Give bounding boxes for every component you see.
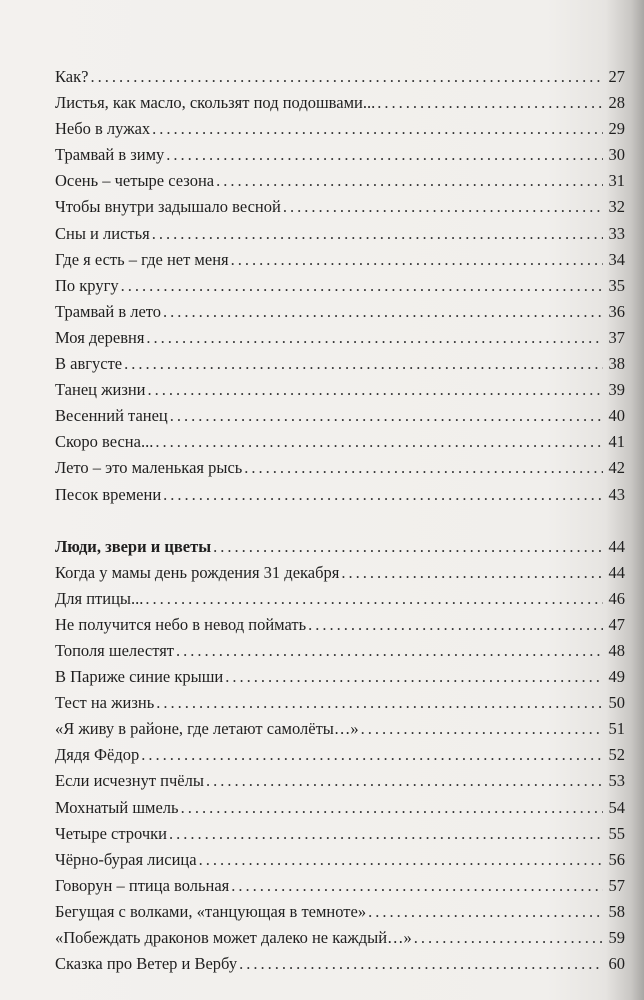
toc-entry-title: В Париже синие крыши bbox=[55, 667, 224, 687]
dot-leader bbox=[166, 142, 603, 168]
toc-entry[interactable] bbox=[55, 716, 625, 742]
toc-entry-title: Песок времени bbox=[55, 484, 162, 504]
toc-entry[interactable] bbox=[55, 795, 625, 821]
dot-leader bbox=[148, 377, 603, 403]
toc-entry-title: Чтобы внутри задышало весной bbox=[55, 197, 281, 217]
toc-entry-title: Не получится небо в невод поймать bbox=[55, 614, 307, 634]
dot-leader bbox=[225, 664, 603, 690]
toc-entry-title: Тополя шелестят bbox=[55, 640, 175, 660]
toc-entry-page: 35 bbox=[608, 275, 625, 295]
toc-entry[interactable] bbox=[55, 429, 625, 455]
toc-entry-page: 46 bbox=[608, 588, 625, 608]
toc-entry-title: Четыре строчки bbox=[55, 823, 167, 843]
toc-entry-page: 57 bbox=[608, 875, 625, 895]
dot-leader bbox=[199, 847, 603, 873]
toc-entry-title: Сны и листья bbox=[55, 223, 150, 243]
toc-entry[interactable] bbox=[55, 403, 625, 429]
toc-entry-title: По кругу bbox=[55, 275, 119, 295]
toc-entry-title: Если исчезнут пчёлы bbox=[55, 771, 204, 791]
dot-leader bbox=[152, 221, 603, 247]
dot-leader bbox=[145, 586, 603, 612]
toc-entry[interactable] bbox=[55, 325, 625, 351]
toc-entry-page: 56 bbox=[608, 849, 625, 869]
toc-entry-page: 32 bbox=[608, 197, 625, 217]
dot-leader bbox=[239, 951, 603, 977]
toc-entry-page: 51 bbox=[608, 719, 625, 739]
toc-entry-title: Дядя Фёдор bbox=[55, 745, 140, 765]
toc-entry-title: Листья, как масло, скользят под подошвами... bbox=[55, 93, 376, 113]
toc-entry[interactable] bbox=[55, 586, 625, 612]
toc-entry-title: Весенний танец bbox=[55, 406, 168, 426]
dot-leader bbox=[152, 116, 603, 142]
toc-entry-title: Бегущая с волками, «танцующая в темноте» bbox=[55, 901, 367, 921]
toc-entry[interactable] bbox=[55, 194, 625, 220]
toc-entry-title: В августе bbox=[55, 354, 123, 374]
toc-entry-title: Когда у мамы день рождения 31 декабря bbox=[55, 562, 340, 582]
toc-entry-page: 34 bbox=[608, 249, 625, 269]
toc-section-entry[interactable] bbox=[55, 534, 625, 560]
toc-entry[interactable] bbox=[55, 742, 625, 768]
toc-entry-page: 59 bbox=[608, 928, 625, 947]
toc-entry-page: 44 bbox=[608, 562, 625, 582]
dot-leader bbox=[181, 795, 603, 821]
toc-entry[interactable] bbox=[55, 847, 625, 873]
toc-entry-title: Танец жизни bbox=[55, 380, 146, 400]
dot-leader bbox=[156, 690, 603, 716]
toc-entry-title: Мохнатый шмель bbox=[55, 797, 179, 817]
toc-entry[interactable] bbox=[55, 768, 625, 794]
toc-entry-page: 36 bbox=[608, 301, 625, 321]
toc-entry[interactable] bbox=[55, 64, 625, 90]
toc-entry-page: 47 bbox=[608, 614, 625, 634]
toc-entry[interactable] bbox=[55, 299, 625, 325]
toc-entry-title: Тест на жизнь bbox=[55, 693, 155, 713]
dot-leader bbox=[155, 429, 603, 455]
toc-entry[interactable] bbox=[55, 116, 625, 142]
toc-entry[interactable] bbox=[55, 168, 625, 194]
toc-entry-title: Сказка про Ветер и Вербу bbox=[55, 954, 238, 974]
toc-entry-title: Лето – это маленькая рысь bbox=[55, 458, 243, 478]
dot-leader bbox=[206, 768, 603, 794]
dot-leader bbox=[163, 482, 603, 508]
toc-entry-page: 48 bbox=[608, 640, 625, 660]
toc-entry-page: 33 bbox=[608, 223, 625, 243]
dot-leader bbox=[216, 168, 603, 194]
toc-entry-title: Небо в лужах bbox=[55, 119, 151, 139]
toc-entry-title: «Я живу в районе, где летают самолёты…» bbox=[55, 719, 359, 739]
toc-entry-title: Как? bbox=[55, 67, 89, 86]
toc-entry[interactable] bbox=[55, 90, 625, 116]
toc-entry[interactable] bbox=[55, 664, 625, 690]
toc-entry-page: 53 bbox=[608, 771, 625, 791]
dot-leader bbox=[283, 194, 603, 220]
toc-section-title: Люди, звери и цветы bbox=[55, 536, 212, 556]
dot-leader bbox=[90, 64, 603, 90]
toc-entry[interactable] bbox=[55, 560, 625, 586]
toc-entry-page: 54 bbox=[608, 797, 625, 817]
toc-entry-page: 31 bbox=[608, 171, 625, 191]
toc-entry[interactable] bbox=[55, 873, 625, 899]
toc-entry-title: Скоро весна... bbox=[55, 432, 154, 452]
toc-entry[interactable] bbox=[55, 273, 625, 299]
dot-leader bbox=[231, 247, 603, 273]
toc-entry[interactable] bbox=[55, 142, 625, 168]
toc-entry[interactable] bbox=[55, 482, 625, 508]
dot-leader bbox=[146, 325, 603, 351]
dot-leader bbox=[176, 638, 603, 664]
toc-entry-page: 52 bbox=[608, 745, 625, 765]
toc-entry-page: 50 bbox=[608, 693, 625, 713]
dot-leader bbox=[361, 716, 603, 742]
dot-leader bbox=[368, 899, 603, 925]
toc-entry-page: 42 bbox=[608, 458, 625, 478]
dot-leader bbox=[414, 925, 603, 951]
toc-entry[interactable] bbox=[55, 612, 625, 638]
toc-entry-page: 55 bbox=[608, 823, 625, 843]
toc-entry-page: 41 bbox=[608, 432, 625, 452]
toc-entry[interactable] bbox=[55, 925, 625, 951]
toc-entry-title: Говорун – птица вольная bbox=[55, 875, 230, 895]
toc-entry[interactable] bbox=[55, 351, 625, 377]
toc-section-page: 44 bbox=[608, 536, 625, 556]
table-of-contents bbox=[55, 64, 625, 977]
toc-entry[interactable] bbox=[55, 247, 625, 273]
toc-entry-title: Моя деревня bbox=[55, 327, 145, 347]
section-gap bbox=[55, 508, 625, 534]
toc-entry[interactable] bbox=[55, 455, 625, 481]
toc-entry-title: Для птицы... bbox=[55, 588, 144, 608]
toc-entry-title: Трамвай в лето bbox=[55, 301, 162, 321]
dot-leader bbox=[341, 560, 603, 586]
dot-leader bbox=[170, 403, 603, 429]
dot-leader bbox=[213, 534, 603, 560]
toc-entry[interactable] bbox=[55, 377, 625, 403]
toc-entry-page: 49 bbox=[608, 667, 625, 687]
dot-leader bbox=[141, 742, 603, 768]
dot-leader bbox=[231, 873, 603, 899]
toc-entry-page: 28 bbox=[608, 93, 625, 113]
toc-entry[interactable] bbox=[55, 690, 625, 716]
toc-entry-title: «Побеждать драконов может далеко не каждый…» bbox=[55, 928, 412, 947]
toc-entry[interactable] bbox=[55, 899, 625, 925]
toc-entry-page: 39 bbox=[608, 380, 625, 400]
dot-leader bbox=[244, 455, 603, 481]
toc-entry[interactable] bbox=[55, 638, 625, 664]
toc-entry-title: Где я есть – где нет меня bbox=[55, 249, 229, 269]
toc-entry-title: Трамвай в зиму bbox=[55, 145, 165, 165]
toc-entry-title: Чёрно-бурая лисица bbox=[55, 849, 197, 869]
dot-leader bbox=[124, 351, 603, 377]
dot-leader bbox=[169, 821, 603, 847]
toc-entry-page: 38 bbox=[608, 354, 625, 374]
toc-entry[interactable] bbox=[55, 821, 625, 847]
toc-entry-page: 43 bbox=[608, 484, 625, 504]
dot-leader bbox=[308, 612, 603, 638]
toc-entry-page: 27 bbox=[608, 67, 625, 86]
dot-leader bbox=[377, 90, 603, 116]
dot-leader bbox=[121, 273, 603, 299]
toc-entry-title: Осень – четыре сезона bbox=[55, 171, 215, 191]
toc-entry-page: 60 bbox=[608, 954, 625, 974]
toc-entry[interactable] bbox=[55, 221, 625, 247]
toc-entry-page: 30 bbox=[608, 145, 625, 165]
toc-entry[interactable] bbox=[55, 951, 625, 977]
toc-entry-page: 40 bbox=[608, 406, 625, 426]
toc-entry-page: 58 bbox=[608, 901, 625, 921]
toc-entry-page: 37 bbox=[608, 327, 625, 347]
toc-entry-page: 29 bbox=[608, 119, 625, 139]
dot-leader bbox=[163, 299, 603, 325]
